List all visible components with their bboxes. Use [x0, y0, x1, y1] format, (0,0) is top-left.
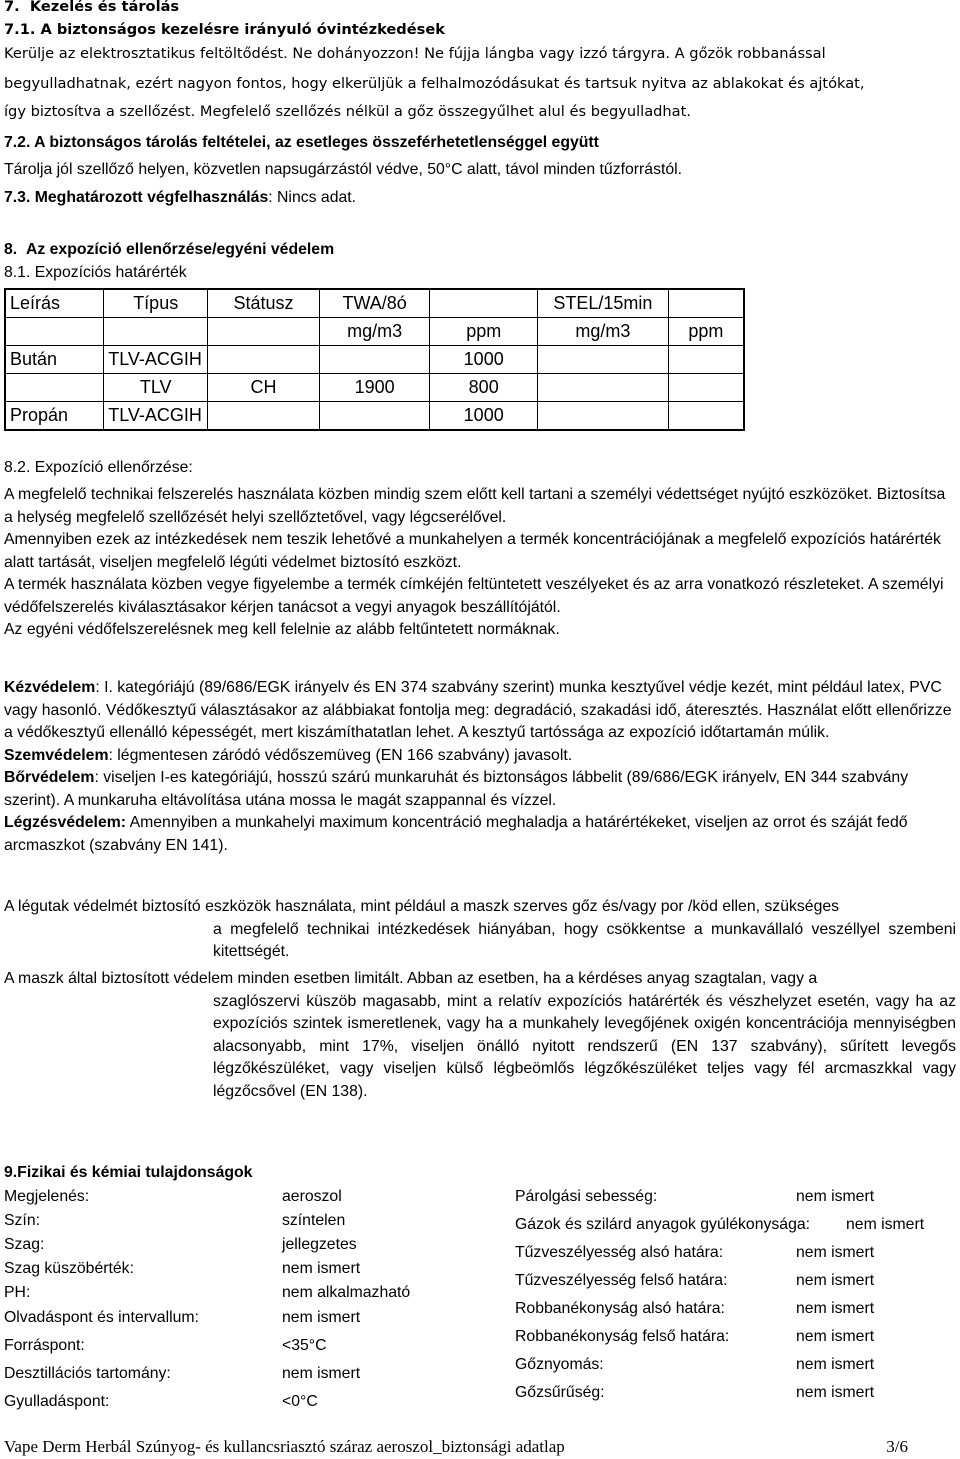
- skin-protection-label: Bőrvédelem: [4, 769, 95, 786]
- table-cell: 1000: [430, 346, 537, 374]
- property-value: nem ismert: [846, 1216, 925, 1233]
- property-value: színtelen: [282, 1212, 346, 1229]
- table-cell: [5, 374, 104, 402]
- table-header-cell: [668, 289, 744, 318]
- property-label: Gőznyomás:: [515, 1356, 604, 1373]
- table-cell: [668, 374, 744, 402]
- table-cell: Bután: [5, 346, 104, 374]
- section-7-3: [4, 189, 356, 207]
- table-cell: CH: [208, 374, 320, 402]
- paragraph: A megfelelő technikai felszerelés használata közben mindig szem előtt kell tartani a személyi védettséget nyújtó eszközöket. Biztosítsa a helység megfelelő szellőzését helyi szellőztetővel, vagy légcserélővel.: [4, 486, 946, 526]
- table-cell: mg/m3: [537, 318, 668, 346]
- table-cell: [537, 374, 668, 402]
- property-label: Gőzsűrűség:: [515, 1384, 605, 1401]
- protection-section: [4, 677, 956, 857]
- property-row: [4, 1393, 318, 1411]
- property-value: nem ismert: [282, 1365, 361, 1382]
- property-label: Megjelenés:: [4, 1188, 90, 1205]
- property-row: [515, 1188, 875, 1206]
- eye-protection-text: : légmentesen záródó védőszemüveg (EN 166 szabvány) javasolt.: [108, 746, 573, 764]
- property-label: Tűzveszélyesség felső határa:: [515, 1272, 728, 1289]
- table-cell: TLV-ACGIH: [104, 402, 208, 431]
- respiratory-protection: [4, 812, 956, 857]
- section-7-1-line-3: így biztosítva a szellőzést. Megfelelő szellőzés nélkül a gőz összegyűlhet alul és begyulladhat.: [4, 103, 691, 120]
- table-header-cell: Státusz: [208, 289, 320, 318]
- table-cell: [208, 346, 320, 374]
- section-7-3-value: : Nincs adat.: [268, 189, 357, 206]
- property-value: <0°C: [282, 1393, 318, 1410]
- page-footer: [4, 1437, 952, 1457]
- property-label: Desztillációs tartomány:: [4, 1365, 171, 1382]
- table-cell: [104, 318, 208, 346]
- property-label: Robbanékonyság felső határa:: [515, 1328, 730, 1345]
- property-value: <35°C: [282, 1337, 327, 1354]
- table-header-cell: STEL/15min: [537, 289, 668, 318]
- table-cell: TLV: [104, 374, 208, 402]
- table-cell: [208, 318, 320, 346]
- paragraph: Az egyéni védőfelszerelésnek meg kell felelnie az alább feltűntetett normáknak.: [4, 621, 560, 638]
- property-row: [4, 1236, 357, 1254]
- property-label: PH:: [4, 1284, 31, 1301]
- property-value: nem alkalmazható: [282, 1284, 411, 1301]
- property-row: [4, 1365, 361, 1383]
- section-8-2-heading: 8.2. Expozíció ellenőrzése:: [4, 459, 193, 476]
- table-cell: [319, 402, 430, 431]
- airway-protection: [4, 896, 956, 964]
- table-cell: 1000: [430, 402, 537, 431]
- property-row: [515, 1300, 875, 1318]
- property-row: [515, 1216, 925, 1234]
- footer-title: Vape Derm Herbál Szúnyog- és kullancsriasztó száraz aeroszol_biztonsági adatlap: [4, 1437, 565, 1456]
- property-label: Olvadáspont és intervallum:: [4, 1309, 199, 1326]
- section-7-heading: 7. Kezelés és tárolás: [4, 0, 180, 15]
- table-cell: [537, 402, 668, 431]
- property-row: [515, 1384, 875, 1402]
- property-value: nem ismert: [796, 1356, 875, 1373]
- airway-protection-rest: a megfelelő technikai intézkedések hiányában, hogy csökkentse a munkavállaló veszéllyel szembeni kitettségét.: [213, 920, 956, 960]
- mask-limitation: [4, 968, 956, 1103]
- respiratory-protection-text: Amennyiben a munkahelyi maximum koncentráció meghaladja a határértékeket, viseljen az orrot és száját fedő arcmaszkot (szabvány EN 141).: [4, 814, 908, 854]
- hand-protection-text: : I. kategóriájú (89/686/EGK irányelv és EN 374 szabvány szerint) munka kesztyűvel védje kezét, mint például latex, PVC vagy hasonló. Védőkesztyű választásakor az alábbiakat fontolja meg: degradáció, szakadási idő, áteresztés. Használat előtt ellenőrizze a védőkesztyű ellenálló képességét, mert kiszámíthatatlan lehet. A kesztyű tartóssága az expozíció időtartamán múlik.: [4, 679, 952, 741]
- property-row: [4, 1188, 342, 1206]
- property-label: Szín:: [4, 1212, 40, 1229]
- table-units-row: [5, 318, 744, 346]
- property-label: Tűzveszélyesség alsó határa:: [515, 1244, 724, 1261]
- page-number: 3/6: [886, 1437, 908, 1456]
- table-cell: [319, 346, 430, 374]
- table-header-cell: Leírás: [5, 289, 104, 318]
- property-value: nem ismert: [282, 1309, 361, 1326]
- property-value: nem ismert: [282, 1260, 361, 1277]
- property-row: [515, 1328, 875, 1346]
- property-value: nem ismert: [796, 1244, 875, 1261]
- table-header-cell: [430, 289, 537, 318]
- property-value: nem ismert: [796, 1272, 875, 1289]
- table-row: [5, 402, 744, 431]
- eye-protection-label: Szemvédelem: [4, 746, 109, 764]
- paragraph: A termék használata közben vegye figyelembe a termék címkéjén feltüntetett veszélyeket és az arra vonatkozó részleteket. A személyi védőfelszerelés kiválasztásakor kérjen tanácsot a vegyi anyagok beszállítójától.: [4, 576, 944, 616]
- property-label: Szag:: [4, 1236, 45, 1253]
- section-7-1-line-1: Kerülje az elektrosztatikus feltöltődést. Ne dohányozzon! Ne fújja lángba vagy izzó tárgyra. A gőzök robbanással: [4, 45, 826, 62]
- property-row: [4, 1212, 346, 1230]
- section-7-3-label: 7.3. Meghatározott végfelhasználás: [4, 189, 269, 206]
- hand-protection: [4, 677, 956, 745]
- property-label: Gázok és szilárd anyagok gyúlékonysága:: [515, 1216, 811, 1233]
- table-cell: 800: [430, 374, 537, 402]
- property-label: Párolgási sebesség:: [515, 1188, 658, 1205]
- table-cell: ppm: [668, 318, 744, 346]
- property-row: [4, 1260, 361, 1278]
- property-row: [515, 1272, 875, 1290]
- section-7-1-line-2: begyulladhatnak, ezért nagyon fontos, hogy elkerüljük a felhalmozódásukat és tartsuk nyitva az ablakokat és ajtókat,: [4, 75, 865, 92]
- section-9-heading: 9.Fizikai és kémiai tulajdonságok: [4, 1164, 253, 1181]
- skin-protection: [4, 767, 956, 812]
- property-row: [515, 1356, 875, 1374]
- table-row: [5, 346, 744, 374]
- section-7-2-text: Tárolja jól szellőző helyen, közvetlen napsugárzástól védve, 50°C alatt, távol minden tűzforrástól.: [4, 161, 683, 178]
- property-row: [4, 1284, 411, 1302]
- skin-protection-text: : viseljen I-es kategóriájú, hosszú szárú munkaruhát és biztonságos lábbelit (89/686/EGK irányelv, EN 344 szabvány szerint). A munkaruha eltávolítása utána mossa le magát szappannal és vízzel.: [4, 769, 909, 809]
- property-row: [4, 1309, 361, 1327]
- property-value: nem ismert: [796, 1384, 875, 1401]
- property-value: aeroszol: [282, 1188, 342, 1205]
- property-value: nem ismert: [796, 1300, 875, 1317]
- table-cell: TLV-ACGIH: [104, 346, 208, 374]
- section-8-2-body: [4, 484, 956, 642]
- table-header-cell: Típus: [104, 289, 208, 318]
- table-cell: [5, 318, 104, 346]
- property-label: Robbanékonyság alsó határa:: [515, 1300, 725, 1317]
- property-label: Szag küszöbérték:: [4, 1260, 134, 1277]
- table-cell: Propán: [5, 402, 104, 431]
- property-value: nem ismert: [796, 1328, 875, 1345]
- table-cell: [668, 346, 744, 374]
- paragraph: Amennyiben ezek az intézkedések nem teszik lehetővé a munkahelyen a termék koncentrációjának a megfelelő expozíciós határérték alatt tartását, viseljen megfelelő légúti védelmet biztosító eszközt.: [4, 531, 941, 571]
- table-cell: mg/m3: [319, 318, 430, 346]
- property-row: [515, 1244, 875, 1262]
- table-cell: [668, 402, 744, 431]
- section-8-1-heading: 8.1. Expozíciós határérték: [4, 264, 187, 281]
- respiratory-protection-label: Légzésvédelem:: [4, 814, 127, 831]
- mask-limitation-first-line: A maszk által biztosított védelem minden esetben limitált. Abban az esetben, ha a kérdéses anyag szagtalan, vagy a: [4, 970, 818, 987]
- table-row: [5, 374, 744, 402]
- table-cell: [208, 402, 320, 431]
- table-header-cell: TWA/8ó: [319, 289, 430, 318]
- airway-protection-first-line: A légutak védelmét biztosító eszközök használata, mint például a maszk szerves gőz és/vagy por /köd ellen, szükséges: [4, 898, 840, 915]
- property-row: [4, 1337, 327, 1355]
- property-label: Gyulladáspont:: [4, 1393, 110, 1410]
- property-value: nem ismert: [796, 1188, 875, 1205]
- table-header-row: [5, 289, 744, 318]
- property-value: jellegzetes: [282, 1236, 357, 1253]
- eye-protection: [4, 745, 956, 768]
- mask-limitation-rest: szaglószervi küszöb magasabb, mint a relatív expozíciós határérték és vészhelyzet esetén, vagy ha az expozíciós szintek ismeretlenek, vagy ha a munkahely levegőjének oxigén koncentrációja mennyiségben alacsonyabb, mint 17%, viseljen önálló nyitott rendszerű (EN 137 szabvány), sűrített levegős légzőkészüléket, vagy viseljen külső légbeömlős légzőkészüléket teljes vagy fél arcmaszkkal vagy légzőcsővel (EN 138).: [213, 992, 956, 1100]
- section-7-2-heading: 7.2. A biztonságos tárolás feltételei, az esetleges összeférhetetlenséggel együtt: [4, 134, 599, 151]
- hand-protection-label: Kézvédelem: [4, 679, 96, 696]
- table-cell: 1900: [319, 374, 430, 402]
- section-8-heading: 8. Az expozíció ellenőrzése/egyéni védelem: [4, 241, 335, 258]
- section-7-1-heading: 7.1. A biztonságos kezelésre irányuló óvintézkedések: [4, 21, 445, 38]
- table-cell: ppm: [430, 318, 537, 346]
- exposure-limit-table: [4, 288, 745, 431]
- property-label: Forráspont:: [4, 1337, 85, 1354]
- table-cell: [537, 346, 668, 374]
